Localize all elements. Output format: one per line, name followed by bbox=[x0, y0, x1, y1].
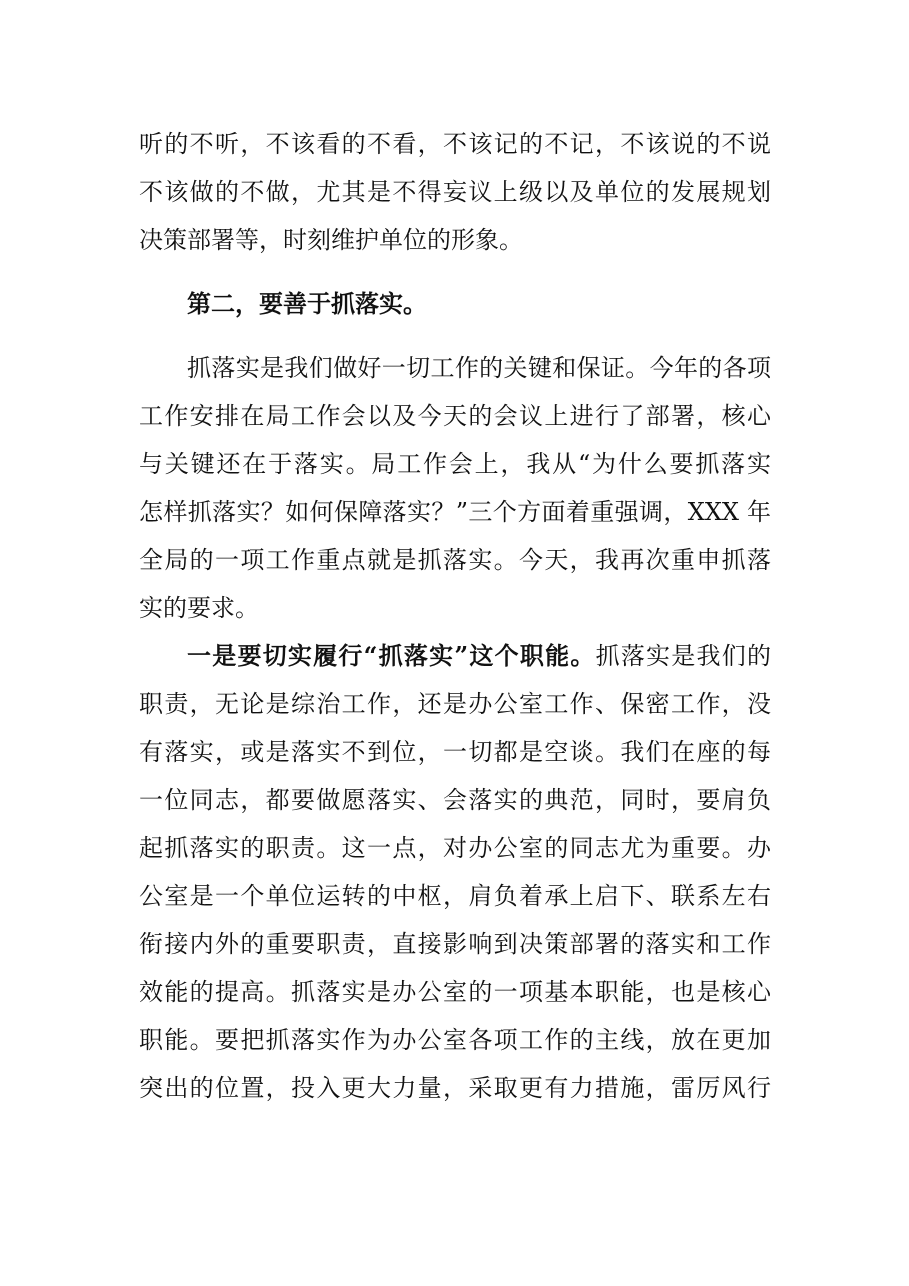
text-line: 突出的位置，投入更大力量，采取更有力措施，雷厉风行 bbox=[139, 1074, 771, 1102]
text-line-lead bbox=[187, 636, 771, 676]
text-line: 公室是一个单位运转的中枢，肩负着承上启下、联系左右 bbox=[139, 882, 771, 910]
text-line: 职责，无论是综治工作，还是办公室工作、保密工作，没 bbox=[139, 690, 771, 718]
lead-bold-text: 一是要切实履行“抓落实”这个职能。 bbox=[187, 641, 596, 670]
text-line: 不该做的不做，尤其是不得妄议上级以及单位的发展规划 bbox=[139, 178, 771, 206]
text-line: 衔接内外的重要职责，直接影响到决策部署的落实和工作 bbox=[139, 930, 771, 958]
text-line: 效能的提高。抓落实是办公室的一项基本职能，也是核心 bbox=[139, 978, 771, 1006]
text-line: 一位同志，都要做愿落实、会落实的典范，同时，要肩负 bbox=[139, 786, 771, 814]
text-line: 抓落实是我们做好一切工作的关键和保证。今年的各项 bbox=[187, 354, 771, 382]
text-line: 听的不听，不该看的不看，不该记的不记，不该说的不说 bbox=[139, 130, 771, 158]
text-line: 职能。要把抓落实作为办公室各项工作的主线，放在更加 bbox=[139, 1026, 771, 1054]
text-line: 怎样抓落实？如何保障落实？”三个方面着重强调，XXX 年 bbox=[139, 498, 771, 526]
text-line: 工作安排在局工作会以及今天的会议上进行了部署，核心 bbox=[139, 402, 771, 430]
text-line: 决策部署等，时刻维护单位的形象。 bbox=[139, 226, 523, 254]
lead-rest-text: 抓落实是我们的 bbox=[595, 642, 771, 670]
text-line: 实的要求。 bbox=[139, 594, 259, 622]
text-line: 起抓落实的职责。这一点，对办公室的同志尤为重要。办 bbox=[139, 834, 771, 862]
text-line: 全局的一项工作重点就是抓落实。今天，我再次重申抓落 bbox=[139, 546, 771, 574]
text-line: 有落实，或是落实不到位，一切都是空谈。我们在座的每 bbox=[139, 738, 771, 766]
section-heading: 第二，要善于抓落实。 bbox=[187, 289, 427, 318]
text-line: 与关键还在于落实。局工作会上，我从“为什么要抓落实 bbox=[139, 450, 771, 478]
